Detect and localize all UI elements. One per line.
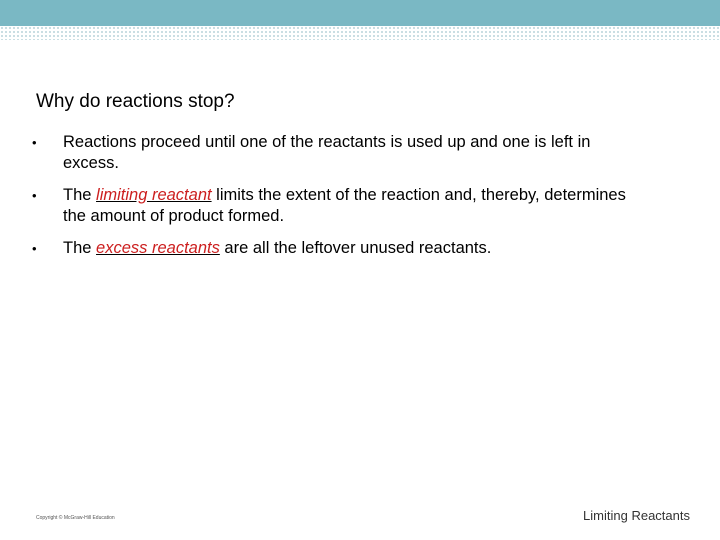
bullet-icon: • bbox=[32, 135, 37, 150]
bullet-text: Reactions proceed until one of the reactants is used up and one is left in excess. bbox=[63, 133, 591, 172]
bullet-text bbox=[63, 238, 643, 259]
limiting-reactant-term: limiting reactant bbox=[96, 186, 212, 204]
excess-reactants-term: excess reactants bbox=[96, 239, 220, 257]
header-bar bbox=[0, 0, 720, 26]
bullet-text bbox=[63, 185, 643, 227]
bullet-suffix: limits the extent of the reaction and, thereby, determines the amount of product formed. bbox=[63, 186, 626, 225]
footer-section-label: Limiting Reactants bbox=[583, 508, 690, 523]
bullet-icon: • bbox=[32, 188, 37, 203]
header-dotted-band bbox=[0, 26, 720, 40]
slide-title: Why do reactions stop? bbox=[36, 91, 235, 112]
copyright-notice: Copyright © McGraw-Hill Education bbox=[36, 515, 115, 521]
bullet-icon: • bbox=[32, 241, 37, 256]
bullet-suffix: are all the leftover unused reactants. bbox=[219, 239, 492, 257]
bullet-prefix: The bbox=[63, 186, 97, 204]
bullet-prefix: The bbox=[63, 239, 97, 257]
